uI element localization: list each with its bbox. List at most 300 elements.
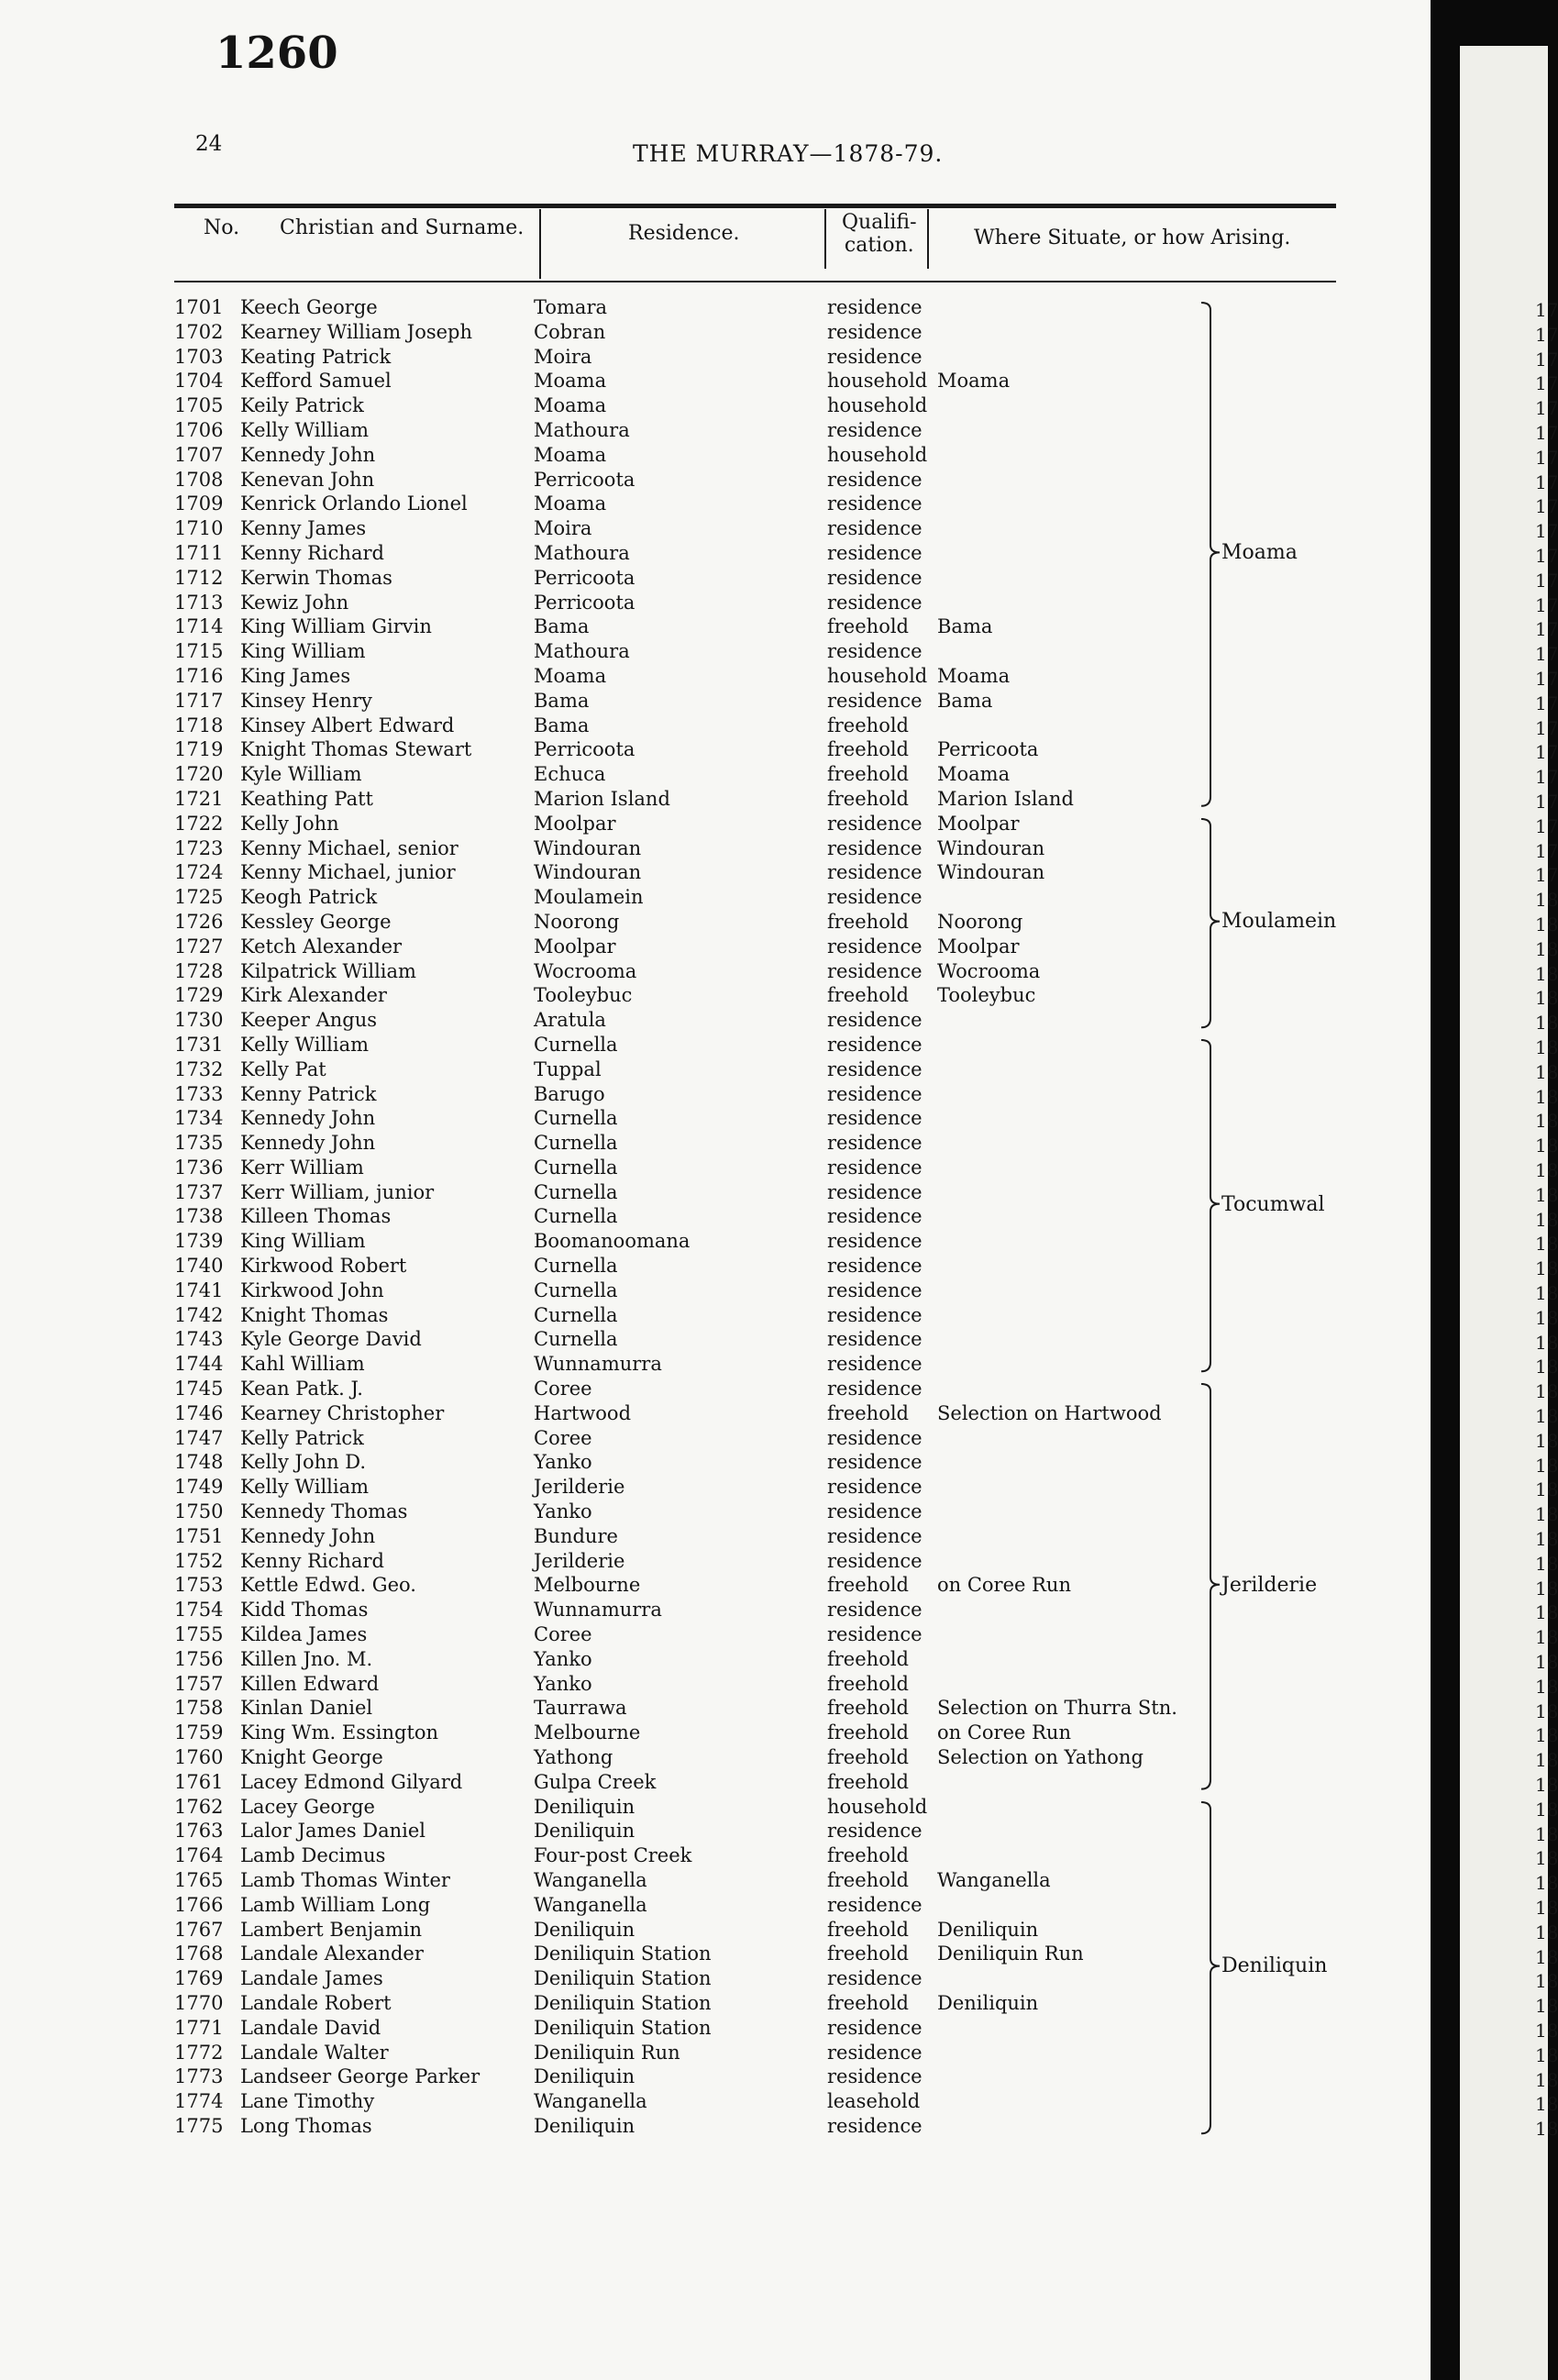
column-no: [174, 295, 238, 2139]
facing-page-number: 18: [1535, 1085, 1558, 1108]
row-where: Deniliquin Run: [937, 1943, 1084, 1965]
row-residence: Windouran: [534, 861, 642, 884]
row-no: 1732: [174, 1057, 224, 1080]
row-residence: Perricoota: [534, 738, 635, 761]
facing-page-number: 18: [1535, 1601, 1558, 1624]
row-no: 1754: [174, 1599, 224, 1622]
row-where: Wanganella: [937, 1869, 1051, 1891]
row-residence: Deniliquin: [534, 2114, 635, 2137]
row-residence: Moolpar: [534, 935, 616, 958]
facing-page-number: 17: [1535, 839, 1558, 862]
row-qualification: residence: [827, 1057, 923, 1080]
row-residence: Barugo: [534, 1082, 605, 1105]
row-name: Kelly William: [240, 1033, 370, 1056]
row-qualification: freehold: [827, 1918, 909, 1941]
facing-page-number: 18: [1535, 2020, 1558, 2042]
row-qualification: household: [827, 443, 928, 466]
row-residence: Perricoota: [534, 566, 635, 589]
row-qualification: residence: [827, 1599, 923, 1622]
facing-page-number: 18: [1535, 2093, 1558, 2116]
row-where: Deniliquin: [937, 1991, 1039, 2014]
row-qualification: freehold: [827, 1697, 909, 1720]
facing-page-number: 18: [1535, 1503, 1558, 1526]
row-residence: Deniliquin Station: [534, 1967, 712, 1990]
row-name: Kirk Alexander: [240, 984, 387, 1007]
row-qualification: freehold: [827, 1869, 909, 1891]
row-qualification: freehold: [827, 1401, 909, 1424]
row-no: 1701: [174, 296, 224, 318]
row-residence: Moolpar: [534, 812, 616, 835]
row-residence: Yanko: [534, 1647, 592, 1670]
row-qualification: residence: [827, 836, 923, 859]
header-bottom-rule: [174, 281, 1336, 282]
row-residence: Curnella: [534, 1303, 618, 1326]
row-qualification: residence: [827, 959, 923, 982]
row-name: Kidd Thomas: [240, 1599, 369, 1622]
row-residence: Aratula: [534, 1009, 606, 1032]
row-name: King William: [240, 640, 366, 663]
row-residence: Wanganella: [534, 1893, 647, 1916]
row-no: 1704: [174, 370, 224, 393]
row-no: 1714: [174, 615, 224, 638]
row-where: [937, 1204, 1203, 1229]
row-name: Kelly William: [240, 418, 370, 441]
facing-page-number: 18: [1535, 1012, 1558, 1035]
row-qualification: residence: [827, 1893, 923, 1916]
row-no: 1708: [174, 468, 224, 491]
row-name: Landale Alexander: [240, 1943, 424, 1965]
row-name: Lamb Thomas Winter: [240, 1869, 450, 1891]
row-name: Kelly Patrick: [240, 1426, 364, 1449]
row-no: 1774: [174, 2090, 224, 2113]
facing-page-number: 17: [1535, 814, 1558, 837]
row-no: 1775: [174, 2114, 224, 2137]
row-no: 1744: [174, 1353, 224, 1376]
row-residence: Mathoura: [534, 418, 630, 441]
row-name: Killeen Thomas: [240, 1205, 392, 1228]
row-qualification: residence: [827, 2114, 923, 2137]
row-qualification: residence: [827, 1378, 923, 1400]
row-qualification: residence: [827, 1500, 923, 1523]
row-qualification: residence: [827, 1476, 923, 1499]
row-qualification: residence: [827, 1156, 923, 1179]
facing-page-number: 17: [1535, 864, 1558, 887]
row-residence: Moama: [534, 370, 607, 393]
row-where: Selection on Hartwood: [937, 1401, 1162, 1424]
folio-number: 1260: [215, 28, 338, 79]
row-name: Kerwin Thomas: [240, 566, 392, 589]
row-residence: Boomanoomana: [534, 1230, 691, 1253]
row-qualification: residence: [827, 1255, 923, 1278]
row-no: 1761: [174, 1770, 224, 1793]
facing-page-number: 18: [1535, 1478, 1558, 1501]
row-qualification: residence: [827, 418, 923, 441]
row-no: 1727: [174, 935, 224, 958]
row-no: 1702: [174, 320, 224, 343]
row-qualification: household: [827, 1795, 928, 1818]
row-name: Kennedy John: [240, 1107, 376, 1130]
header-divider-2: [824, 209, 826, 269]
row-qualification: residence: [827, 1524, 923, 1547]
row-residence: Mathoura: [534, 640, 630, 663]
column-where: [937, 295, 1203, 2139]
row-where: Moama: [937, 664, 1011, 687]
header-where: Where Situate, or how Arising.: [974, 227, 1291, 249]
facing-page-number: 18: [1535, 1257, 1558, 1280]
row-no: 1723: [174, 836, 224, 859]
row-where: [937, 1352, 1203, 1377]
row-residence: Deniliquin Station: [534, 1943, 712, 1965]
row-residence: Wunnamurra: [534, 1353, 662, 1376]
row-where: [937, 1795, 1203, 1820]
row-name: Kirkwood Robert: [240, 1255, 407, 1278]
row-residence: Moama: [534, 394, 607, 417]
facing-page-number: 18: [1535, 1159, 1558, 1181]
row-qualification: residence: [827, 812, 923, 835]
row-no: 1768: [174, 1943, 224, 1965]
row-residence: Yanko: [534, 1672, 592, 1695]
row-no: 1731: [174, 1033, 224, 1056]
facing-page-number: 18: [1535, 1995, 1558, 2018]
row-where: [937, 1549, 1203, 1574]
row-where: [937, 1156, 1203, 1180]
facing-page-number: 18: [1535, 962, 1558, 985]
row-qualification: residence: [827, 320, 923, 343]
facing-page-number: 17: [1535, 569, 1558, 592]
header-divider-1: [539, 209, 541, 279]
header-no: No.: [204, 216, 240, 239]
row-where: [937, 393, 1203, 418]
facing-page-number: 18: [1535, 1699, 1558, 1722]
row-residence: Curnella: [534, 1205, 618, 1228]
row-qualification: freehold: [827, 1672, 909, 1695]
row-qualification: residence: [827, 1451, 923, 1474]
row-no: 1747: [174, 1426, 224, 1449]
group-label: Moulamein: [1221, 910, 1337, 934]
row-residence: Curnella: [534, 1156, 618, 1179]
row-name: Lacey George: [240, 1795, 375, 1818]
row-residence: Melbourne: [534, 1721, 641, 1744]
row-where: [937, 1598, 1203, 1622]
row-no: 1718: [174, 714, 224, 736]
row-name: Lalor James Daniel: [240, 1820, 426, 1843]
facing-page-number: 18: [1535, 1380, 1558, 1403]
facing-page-number: 18: [1535, 1774, 1558, 1796]
row-qualification: freehold: [827, 1721, 909, 1744]
facing-page-number: 17: [1535, 716, 1558, 739]
row-where: [937, 1500, 1203, 1524]
row-residence: Curnella: [534, 1107, 618, 1130]
row-qualification: residence: [827, 1009, 923, 1032]
facing-page-number: 18: [1535, 1945, 1558, 1968]
row-no: 1740: [174, 1255, 224, 1278]
row-qualification: freehold: [827, 910, 909, 933]
row-name: Kinsey Albert Edward: [240, 714, 455, 736]
facing-page-number: 17: [1535, 348, 1558, 371]
row-residence: Curnella: [534, 1180, 618, 1203]
row-where: [937, 639, 1203, 664]
row-where: [937, 2041, 1203, 2065]
row-where: [937, 1426, 1203, 1451]
row-name: Keathing Patt: [240, 787, 373, 810]
row-name: Killen Edward: [240, 1672, 380, 1695]
row-name: Kennedy John: [240, 1132, 376, 1155]
row-no: 1721: [174, 787, 224, 810]
row-no: 1722: [174, 812, 224, 835]
row-name: Kenny Patrick: [240, 1082, 377, 1105]
row-no: 1729: [174, 984, 224, 1007]
facing-page-number: 18: [1535, 1798, 1558, 1821]
row-name: Kennedy Thomas: [240, 1500, 408, 1523]
facing-page-number: 18: [1535, 1306, 1558, 1329]
row-residence: Bundure: [534, 1524, 618, 1547]
row-name: Kerr William, junior: [240, 1180, 435, 1203]
facing-page-number: 18: [1535, 1036, 1558, 1058]
row-qualification: residence: [827, 1353, 923, 1376]
row-name: Kinsey Henry: [240, 689, 372, 712]
row-name: Kenevan John: [240, 468, 375, 491]
facing-page-number: 17: [1535, 668, 1558, 690]
row-residence: Deniliquin: [534, 1918, 635, 1941]
row-no: 1759: [174, 1721, 224, 1744]
facing-page-number: 18: [1535, 1110, 1558, 1133]
facing-page-number: 18: [1535, 1921, 1558, 1943]
row-where: Bama: [937, 615, 993, 638]
row-name: Keogh Patrick: [240, 886, 378, 909]
row-residence: Wunnamurra: [534, 1599, 662, 1622]
facing-page-number: 18: [1535, 1872, 1558, 1895]
row-name: Kennedy John: [240, 1524, 376, 1547]
row-name: Landseer George Parker: [240, 2065, 481, 2088]
row-residence: Deniliquin: [534, 1795, 635, 1818]
row-residence: Four-post Creek: [534, 1844, 692, 1867]
row-no: 1720: [174, 763, 224, 786]
row-where: [937, 1819, 1203, 1843]
row-where: [937, 1254, 1203, 1279]
row-qualification: residence: [827, 1230, 923, 1253]
binding-gutter: [1431, 0, 1460, 2380]
row-where: [937, 1180, 1203, 1205]
header-top-rule: [174, 204, 1336, 208]
row-name: King William Girvin: [240, 615, 432, 638]
row-qualification: residence: [827, 935, 923, 958]
row-residence: Coree: [534, 1378, 592, 1400]
row-residence: Echuca: [534, 763, 606, 786]
row-name: Lane Timothy: [240, 2090, 375, 2113]
row-name: Keating Patrick: [240, 345, 392, 368]
row-residence: Moira: [534, 345, 592, 368]
row-no: 1753: [174, 1574, 224, 1597]
row-name: Long Thomas: [240, 2114, 372, 2137]
row-name: Lamb William Long: [240, 1893, 431, 1916]
row-qualification: residence: [827, 1033, 923, 1056]
facing-page-number: 17: [1535, 766, 1558, 789]
row-where: Bama: [937, 689, 993, 712]
row-name: Kearney Christopher: [240, 1401, 445, 1424]
row-where: [937, 1057, 1203, 1082]
row-where: [937, 1893, 1203, 1918]
facing-page-number: 18: [1535, 1183, 1558, 1206]
row-where: [937, 345, 1203, 370]
facing-page-number: 18: [1535, 1233, 1558, 1256]
row-no: 1736: [174, 1156, 224, 1179]
row-no: 1709: [174, 493, 224, 515]
row-where: [937, 1770, 1203, 1795]
row-where: [937, 714, 1203, 738]
row-name: Knight Thomas: [240, 1303, 389, 1326]
facing-page-number: 17: [1535, 545, 1558, 567]
facing-page-number: 17: [1535, 520, 1558, 543]
row-qualification: leasehold: [827, 2090, 921, 2113]
row-no: 1717: [174, 689, 224, 712]
row-name: Kefford Samuel: [240, 370, 392, 393]
facing-page-number: 17: [1535, 470, 1558, 493]
row-name: Kennedy John: [240, 443, 376, 466]
row-qualification: residence: [827, 1180, 923, 1203]
row-qualification: freehold: [827, 738, 909, 761]
row-qualification: residence: [827, 541, 923, 564]
row-residence: Curnella: [534, 1279, 618, 1301]
row-qualification: residence: [827, 566, 923, 589]
row-qualification: residence: [827, 517, 923, 540]
facing-page-number: 18: [1535, 1552, 1558, 1575]
row-qualification: residence: [827, 1132, 923, 1155]
row-no: 1760: [174, 1746, 224, 1769]
row-name: Lacey Edmond Gilyard: [240, 1770, 463, 1793]
row-no: 1748: [174, 1451, 224, 1474]
row-name: Kenrick Orlando Lionel: [240, 493, 468, 515]
row-qualification: residence: [827, 689, 923, 712]
row-no: 1772: [174, 2041, 224, 2064]
page-title: THE MURRAY—1878-79.: [633, 140, 944, 167]
row-residence: Bama: [534, 615, 590, 638]
row-where: Marion Island: [937, 787, 1074, 810]
row-no: 1752: [174, 1549, 224, 1572]
row-where: [937, 418, 1203, 443]
row-qualification: residence: [827, 1107, 923, 1130]
row-qualification: freehold: [827, 1770, 909, 1793]
row-name: Kerr William: [240, 1156, 364, 1179]
row-name: Lamb Decimus: [240, 1844, 386, 1867]
header-name: Christian and Surname.: [280, 216, 525, 239]
row-qualification: residence: [827, 1820, 923, 1843]
row-where: [937, 1303, 1203, 1328]
row-no: 1724: [174, 861, 224, 884]
row-where: [937, 1327, 1203, 1352]
facing-page-number: 18: [1535, 1208, 1558, 1231]
row-no: 1728: [174, 959, 224, 982]
row-name: Kearney William Joseph: [240, 320, 473, 343]
facing-page-number: 17: [1535, 446, 1558, 469]
facing-page-number: 18: [1535, 1724, 1558, 1747]
row-qualification: residence: [827, 1549, 923, 1572]
row-qualification: residence: [827, 345, 923, 368]
row-residence: Moulamein: [534, 886, 644, 909]
row-where: [937, 591, 1203, 615]
row-qualification: residence: [827, 2041, 923, 2064]
row-name: Kirkwood John: [240, 1279, 384, 1301]
row-where: Selection on Thurra Stn.: [937, 1697, 1177, 1720]
row-name: Kenny Michael, senior: [240, 836, 459, 859]
facing-page-number: 18: [1535, 1282, 1558, 1304]
row-no: 1766: [174, 1893, 224, 1916]
column-name: [240, 295, 534, 2139]
row-no: 1757: [174, 1672, 224, 1695]
facing-page-number: 18: [1535, 1749, 1558, 1772]
row-qualification: residence: [827, 591, 923, 614]
row-where: [937, 468, 1203, 493]
row-no: 1739: [174, 1230, 224, 1253]
row-qualification: residence: [827, 468, 923, 491]
row-name: Kenny Michael, junior: [240, 861, 456, 884]
facing-page-number: 17: [1535, 791, 1558, 813]
row-name: Landale Walter: [240, 2041, 389, 2064]
row-qualification: household: [827, 394, 928, 417]
row-no: 1726: [174, 910, 224, 933]
row-no: 1769: [174, 1967, 224, 1990]
row-no: 1745: [174, 1378, 224, 1400]
row-no: 1716: [174, 664, 224, 687]
row-no: 1725: [174, 886, 224, 909]
header-qualification: Qualifi- cation.: [842, 211, 917, 257]
row-where: Tooleybuc: [937, 984, 1036, 1007]
row-qualification: residence: [827, 1279, 923, 1301]
row-name: Knight George: [240, 1746, 383, 1769]
row-name: King William: [240, 1230, 366, 1253]
row-name: Kelly Pat: [240, 1057, 326, 1080]
row-qualification: freehold: [827, 1943, 909, 1965]
row-no: 1762: [174, 1795, 224, 1818]
facing-page-number: 17: [1535, 495, 1558, 518]
row-name: Kyle George David: [240, 1328, 422, 1351]
row-qualification: residence: [827, 640, 923, 663]
row-residence: Gulpa Creek: [534, 1770, 657, 1793]
facing-page-number: 18: [1535, 937, 1558, 960]
row-name: Killen Jno. M.: [240, 1647, 373, 1670]
row-where: [937, 1622, 1203, 1647]
facing-page-number: 17: [1535, 692, 1558, 714]
facing-page-number: 17: [1535, 593, 1558, 616]
row-where: [937, 2065, 1203, 2089]
row-no: 1719: [174, 738, 224, 761]
row-name: Keily Patrick: [240, 394, 364, 417]
group-label: Deniliquin: [1221, 1954, 1328, 1978]
facing-page-number: 18: [1535, 1060, 1558, 1083]
facing-page-number: 18: [1535, 1970, 1558, 1993]
row-residence: Curnella: [534, 1255, 618, 1278]
row-no: 1767: [174, 1918, 224, 1941]
row-where: Perricoota: [937, 738, 1039, 761]
row-residence: Bama: [534, 689, 590, 712]
row-qualification: residence: [827, 1205, 923, 1228]
row-no: 1733: [174, 1082, 224, 1105]
row-qualification: residence: [827, 493, 923, 515]
row-where: on Coree Run: [937, 1574, 1071, 1597]
row-where: [937, 1131, 1203, 1156]
row-residence: Deniliquin Station: [534, 1991, 712, 2014]
row-name: Lambert Benjamin: [240, 1918, 422, 1941]
row-where: [937, 443, 1203, 468]
row-residence: Bama: [534, 714, 590, 736]
row-no: 1711: [174, 541, 224, 564]
row-qualification: freehold: [827, 1574, 909, 1597]
row-residence: Perricoota: [534, 591, 635, 614]
row-residence: Tooleybuc: [534, 984, 633, 1007]
row-where: Noorong: [937, 910, 1023, 933]
row-qualification: freehold: [827, 1746, 909, 1769]
row-name: Knight Thomas Stewart: [240, 738, 472, 761]
row-where: [937, 2089, 1203, 2114]
